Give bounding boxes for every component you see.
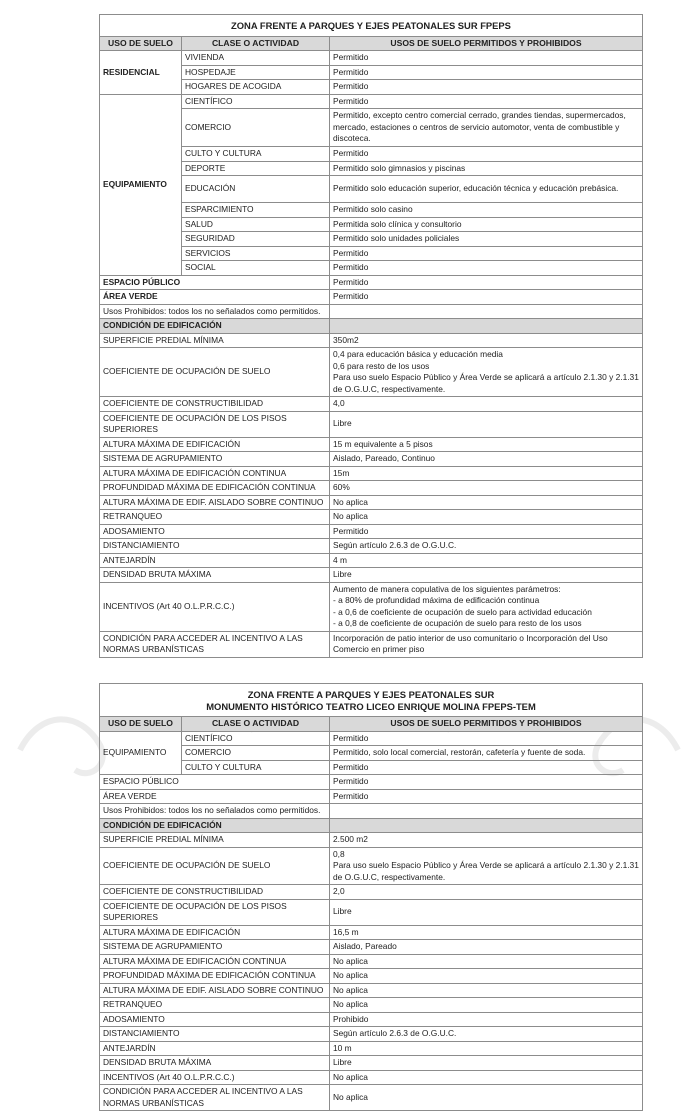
condition-row (100, 1041, 643, 1056)
condition-value: Aislado, Pareado (330, 940, 643, 955)
permission-cell: Permitida solo clínica y consultorio (330, 217, 643, 232)
table-title: ZONA FRENTE A PARQUES Y EJES PEATONALES SUR FPEPS (100, 15, 643, 37)
group-espacio-publico: ESPACIO PÚBLICO (100, 775, 330, 790)
permission-cell: Permitido (330, 775, 643, 790)
header-usos-permitidos: USOS DE SUELO PERMITIDOS Y PROHIBIDOS (330, 36, 643, 51)
table-title-line-1: ZONA FRENTE A PARQUES Y EJES PEATONALES SUR (247, 689, 495, 700)
condition-label: PROFUNDIDAD MÁXIMA DE EDIFICACIÓN CONTINUA (100, 969, 330, 984)
activity-cell: EDUCACIÓN (182, 176, 330, 203)
condition-row (100, 998, 643, 1013)
condition-label: ALTURA MÁXIMA DE EDIFICACIÓN (100, 925, 330, 940)
condition-value: Prohibido (330, 1012, 643, 1027)
zoning-table-fpeps (99, 14, 643, 658)
condition-value: 2,0 (330, 885, 643, 900)
permission-cell: Permitido solo educación superior, educación técnica y educación prebásica. (330, 176, 643, 203)
condition-label: COEFICIENTE DE OCUPACIÓN DE LOS PISOS SUPERIORES (100, 411, 330, 437)
condition-label: ADOSAMIENTO (100, 524, 330, 539)
condition-row (100, 510, 643, 525)
table-title (100, 684, 643, 717)
permission-cell: Permitido (330, 760, 643, 775)
condition-value: 60% (330, 481, 643, 496)
permission-cell: Permitido solo casino (330, 203, 643, 218)
condition-row (100, 983, 643, 998)
condition-row (100, 437, 643, 452)
condition-label: COEFICIENTE DE CONSTRUCTIBILIDAD (100, 397, 330, 412)
condition-header: CONDICIÓN DE EDIFICACIÓN (100, 818, 330, 833)
permission-cell: Permitido (330, 80, 643, 95)
condition-row (100, 954, 643, 969)
condition-row (100, 631, 643, 657)
condition-row (100, 833, 643, 848)
condition-label: RETRANQUEO (100, 998, 330, 1013)
condition-label: ANTEJARDÍN (100, 553, 330, 568)
condition-row (100, 1027, 643, 1042)
condition-value: 4,0 (330, 397, 643, 412)
condition-value: No aplica (330, 954, 643, 969)
permission-cell: Permitido (330, 731, 643, 746)
activity-cell: COMERCIO (182, 109, 330, 147)
prohibited-uses-note: Usos Prohibidos: todos los no señalados como permitidos. (100, 804, 330, 819)
header-uso-de-suelo: USO DE SUELO (100, 717, 182, 732)
condition-row (100, 411, 643, 437)
group-equipamiento: EQUIPAMIENTO (100, 731, 182, 775)
condition-label: ANTEJARDÍN (100, 1041, 330, 1056)
permission-cell: Permitido solo gimnasios y piscinas (330, 161, 643, 176)
permission-cell: Permitido, excepto centro comercial cerrado, grandes tiendas, supermercados, mercado, estaciones o centros de servicio automotor, venta de combustible y discoteca. (330, 109, 643, 147)
empty-cell (330, 804, 643, 819)
condition-label: SISTEMA DE AGRUPAMIENTO (100, 940, 330, 955)
condition-label: COEFICIENTE DE OCUPACIÓN DE LOS PISOS SUPERIORES (100, 899, 330, 925)
table-title-line-2: MONUMENTO HISTÓRICO TEATRO LICEO ENRIQUE MOLINA FPEPS-TEM (206, 700, 536, 712)
condition-row (100, 925, 643, 940)
permission-cell: Permitido (330, 94, 643, 109)
condition-value: Libre (330, 568, 643, 583)
group-area-verde: ÁREA VERDE (100, 789, 330, 804)
condition-value: No aplica (330, 1070, 643, 1085)
condition-label: ALTURA MÁXIMA DE EDIF. AISLADO SOBRE CONTINUO (100, 495, 330, 510)
condition-header: CONDICIÓN DE EDIFICACIÓN (100, 319, 330, 334)
activity-cell: SOCIAL (182, 261, 330, 276)
condition-row (100, 1085, 643, 1111)
permission-cell: Permitido (330, 290, 643, 305)
condition-label: PROFUNDIDAD MÁXIMA DE EDIFICACIÓN CONTINUA (100, 481, 330, 496)
condition-value: No aplica (330, 998, 643, 1013)
condition-label: ALTURA MÁXIMA DE EDIFICACIÓN (100, 437, 330, 452)
condition-value: 2.500 m2 (330, 833, 643, 848)
condition-label: DISTANCIAMIENTO (100, 1027, 330, 1042)
condition-value: No aplica (330, 510, 643, 525)
condition-value: Libre (330, 1056, 643, 1071)
condition-value: 15m (330, 466, 643, 481)
condition-value: 0,4 para educación básica y educación media 0,6 para resto de los usos Para uso suelo Espacio Público y Área Verde se aplicará a artículo 2.1.30 y 2.1.31 de O.G.U.C, respectivamente. (330, 348, 643, 397)
condition-row (100, 466, 643, 481)
condition-value: No aplica (330, 495, 643, 510)
activity-cell: COMERCIO (182, 746, 330, 761)
condition-value: 10 m (330, 1041, 643, 1056)
condition-label: CONDICIÓN PARA ACCEDER AL INCENTIVO A LAS NORMAS URBANÍSTICAS (100, 631, 330, 657)
condition-row (100, 495, 643, 510)
condition-row (100, 1012, 643, 1027)
condition-row (100, 539, 643, 554)
condition-label: INCENTIVOS (Art 40 O.L.P.R.C.C.) (100, 1070, 330, 1085)
condition-value: Aislado, Pareado, Continuo (330, 452, 643, 467)
condition-label: COEFICIENTE DE CONSTRUCTIBILIDAD (100, 885, 330, 900)
condition-value: Incorporación de patio interior de uso comunitario o Incorporación del Uso Comercio en primer piso (330, 631, 643, 657)
condition-label: COEFICIENTE DE OCUPACIÓN DE SUELO (100, 847, 330, 885)
condition-row (100, 348, 643, 397)
group-espacio-publico: ESPACIO PÚBLICO (100, 275, 330, 290)
header-clase-actividad: CLASE O ACTIVIDAD (182, 717, 330, 732)
condition-value: Libre (330, 899, 643, 925)
group-residencial: RESIDENCIAL (100, 51, 182, 95)
permission-cell: Permitido (330, 65, 643, 80)
condition-value: 4 m (330, 553, 643, 568)
condition-label: SUPERFICIE PREDIAL MÍNIMA (100, 833, 330, 848)
permission-cell: Permitido, solo local comercial, restorán, cafetería y fuente de soda. (330, 746, 643, 761)
activity-cell: CULTO Y CULTURA (182, 760, 330, 775)
activity-cell: DEPORTE (182, 161, 330, 176)
condition-label: ALTURA MÁXIMA DE EDIFICACIÓN CONTINUA (100, 466, 330, 481)
condition-row (100, 885, 643, 900)
header-uso-de-suelo: USO DE SUELO (100, 36, 182, 51)
condition-row (100, 969, 643, 984)
condition-row (100, 524, 643, 539)
condition-value: Según artículo 2.6.3 de O.G.U.C. (330, 1027, 643, 1042)
condition-value: No aplica (330, 969, 643, 984)
condition-label: DENSIDAD BRUTA MÁXIMA (100, 1056, 330, 1071)
condition-label: DENSIDAD BRUTA MÁXIMA (100, 568, 330, 583)
group-equipamiento: EQUIPAMIENTO (100, 94, 182, 275)
condition-value: Libre (330, 411, 643, 437)
condition-value: 0,8 Para uso suelo Espacio Público y Área Verde se aplicará a artículo 2.1.30 y 2.1.31 de O.G.U.C, respectivamente. (330, 847, 643, 885)
condition-label: COEFICIENTE DE OCUPACIÓN DE SUELO (100, 348, 330, 397)
activity-cell: SERVICIOS (182, 246, 330, 261)
condition-label: ALTURA MÁXIMA DE EDIFICACIÓN CONTINUA (100, 954, 330, 969)
permission-cell: Permitido (330, 147, 643, 162)
condition-value: Aumento de manera copulativa de los siguientes parámetros: - a 80% de profundidad máxima de edificación continua - a 0,6 de coeficiente de ocupación de suelo para actividad educación - a 0,8 de coeficiente de ocupación de suelo para resto de los usos (330, 582, 643, 631)
permission-cell: Permitido solo unidades policiales (330, 232, 643, 247)
condition-label: CONDICIÓN PARA ACCEDER AL INCENTIVO A LAS NORMAS URBANÍSTICAS (100, 1085, 330, 1111)
condition-value: Permitido (330, 524, 643, 539)
condition-row (100, 940, 643, 955)
empty-cell (330, 319, 643, 334)
condition-row (100, 582, 643, 631)
condition-value: 15 m equivalente a 5 pisos (330, 437, 643, 452)
condition-row (100, 1056, 643, 1071)
activity-cell: ESPARCIMIENTO (182, 203, 330, 218)
condition-row (100, 452, 643, 467)
activity-cell: HOGARES DE ACOGIDA (182, 80, 330, 95)
condition-label: RETRANQUEO (100, 510, 330, 525)
condition-label: ALTURA MÁXIMA DE EDIF. AISLADO SOBRE CONTINUO (100, 983, 330, 998)
condition-value: Según artículo 2.6.3 de O.G.U.C. (330, 539, 643, 554)
permission-cell: Permitido (330, 261, 643, 276)
activity-cell: VIVIENDA (182, 51, 330, 66)
activity-cell: SALUD (182, 217, 330, 232)
condition-label: ADOSAMIENTO (100, 1012, 330, 1027)
condition-row (100, 481, 643, 496)
condition-value: 16,5 m (330, 925, 643, 940)
condition-label: SISTEMA DE AGRUPAMIENTO (100, 452, 330, 467)
header-usos-permitidos: USOS DE SUELO PERMITIDOS Y PROHIBIDOS (330, 717, 643, 732)
condition-value: No aplica (330, 983, 643, 998)
activity-cell: SEGURIDAD (182, 232, 330, 247)
condition-row (100, 568, 643, 583)
permission-cell: Permitido (330, 789, 643, 804)
activity-cell: CULTO Y CULTURA (182, 147, 330, 162)
condition-value: No aplica (330, 1085, 643, 1111)
condition-row (100, 397, 643, 412)
condition-row (100, 333, 643, 348)
activity-cell: CIENTÍFICO (182, 731, 330, 746)
permission-cell: Permitido (330, 246, 643, 261)
empty-cell (330, 818, 643, 833)
condition-row (100, 1070, 643, 1085)
zoning-table-fpeps-tem (99, 683, 643, 1111)
permission-cell: Permitido (330, 51, 643, 66)
group-area-verde: ÁREA VERDE (100, 290, 330, 305)
prohibited-uses-note: Usos Prohibidos: todos los no señalados como permitidos. (100, 304, 330, 319)
condition-row (100, 847, 643, 885)
condition-label: SUPERFICIE PREDIAL MÍNIMA (100, 333, 330, 348)
condition-row (100, 553, 643, 568)
condition-value: 350m2 (330, 333, 643, 348)
condition-label: INCENTIVOS (Art 40 O.L.P.R.C.C.) (100, 582, 330, 631)
permission-cell: Permitido (330, 275, 643, 290)
header-clase-actividad: CLASE O ACTIVIDAD (182, 36, 330, 51)
activity-cell: HOSPEDAJE (182, 65, 330, 80)
condition-label: DISTANCIAMIENTO (100, 539, 330, 554)
activity-cell: CIENTÍFICO (182, 94, 330, 109)
condition-row (100, 899, 643, 925)
empty-cell (330, 304, 643, 319)
